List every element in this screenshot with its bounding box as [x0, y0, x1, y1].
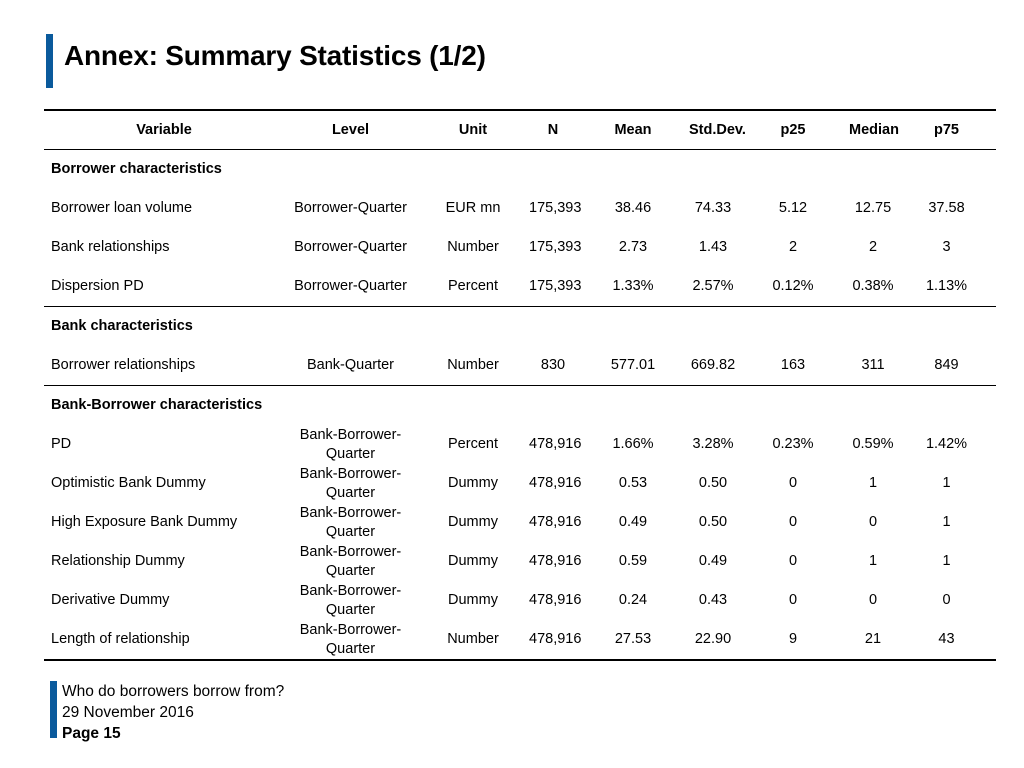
header-p75: p75: [934, 121, 959, 138]
cell-median: 1: [868, 475, 878, 491]
cell-mean: 577.01: [610, 357, 656, 373]
level-text: Bank-Borrower-Quarter: [299, 543, 402, 579]
cell-mean: 0.49: [618, 514, 648, 530]
cell-n: 478,916: [529, 631, 582, 647]
cell-p25: 0: [788, 475, 798, 491]
cell-std-dev: 0.50: [698, 514, 728, 530]
cell-level: [284, 581, 417, 620]
cell-level: [284, 620, 417, 660]
cell-p25: 0: [788, 592, 798, 608]
cell-p25: 0.23%: [772, 436, 814, 452]
table-row: [44, 503, 996, 542]
cell-n: 478,916: [529, 475, 582, 491]
level-text: Bank-Borrower-Quarter: [299, 504, 402, 540]
cell-p25: 0: [788, 514, 798, 530]
cell-n: 175,393: [529, 239, 582, 255]
cell-p25: 163: [780, 357, 806, 373]
footer: [62, 681, 284, 744]
section-heading: Bank-Borrower characteristics: [51, 397, 263, 413]
cell-unit: Dummy: [448, 514, 498, 530]
level-text: Borrower-Quarter: [294, 239, 407, 255]
table-body: [44, 150, 996, 661]
cell-p75: 3: [942, 239, 951, 255]
cell-std-dev: 669.82: [690, 357, 736, 373]
cell-std-dev: 3.28%: [692, 436, 734, 452]
footer-date: 29 November 2016: [62, 704, 194, 721]
cell-level: [284, 542, 417, 581]
level-text: Bank-Quarter: [306, 357, 395, 373]
cell-level: [284, 464, 417, 503]
cell-level: [284, 503, 417, 542]
level-text: Borrower-Quarter: [294, 200, 407, 216]
cell-unit: Dummy: [448, 553, 498, 569]
cell-variable: High Exposure Bank Dummy: [51, 514, 238, 530]
cell-unit: Number: [447, 239, 499, 255]
cell-n: 478,916: [529, 553, 582, 569]
level-text: Bank-Borrower-Quarter: [299, 426, 402, 462]
header-unit: Unit: [458, 121, 488, 138]
cell-std-dev: 1.43: [698, 239, 728, 255]
cell-std-dev: 74.33: [694, 200, 732, 216]
cell-p25: 5.12: [778, 200, 808, 216]
cell-mean: 1.66%: [612, 436, 654, 452]
cell-variable: Bank relationships: [51, 239, 170, 255]
header-median: Median: [849, 121, 899, 138]
cell-mean: 38.46: [614, 200, 652, 216]
cell-n: 175,393: [529, 200, 582, 216]
cell-mean: 2.73: [618, 239, 648, 255]
cell-mean: 0.59: [618, 553, 648, 569]
cell-level: [284, 189, 417, 228]
header-level: Level: [331, 121, 370, 138]
cell-variable: Derivative Dummy: [51, 592, 170, 608]
cell-variable: Dispersion PD: [51, 278, 144, 294]
section-row: [44, 386, 996, 426]
cell-std-dev: 2.57%: [692, 278, 734, 294]
table-row: [44, 346, 996, 386]
level-text: Bank-Borrower-Quarter: [299, 465, 402, 501]
cell-std-dev: 0.49: [698, 553, 728, 569]
cell-n: 478,916: [529, 592, 582, 608]
page-number: Page 15: [62, 725, 121, 742]
cell-median: 0.59%: [852, 436, 894, 452]
cell-median: 21: [864, 631, 882, 647]
level-text: Bank-Borrower-Quarter: [299, 621, 402, 657]
cell-n: 478,916: [529, 436, 582, 452]
header-mean: Mean: [614, 121, 652, 138]
cell-unit: Dummy: [448, 475, 498, 491]
cell-p25: 0: [788, 553, 798, 569]
cell-mean: 1.33%: [612, 278, 654, 294]
cell-n: 830: [540, 357, 566, 373]
cell-mean: 0.24: [618, 592, 648, 608]
section-heading: Borrower characteristics: [51, 161, 222, 177]
section-row: [44, 150, 996, 190]
section-row: [44, 307, 996, 347]
cell-std-dev: 0.50: [698, 475, 728, 491]
cell-p75: 1: [942, 475, 951, 491]
cell-median: 0: [868, 592, 878, 608]
cell-p75: 1: [942, 553, 951, 569]
cell-level: [284, 228, 417, 267]
table-header-row: [44, 110, 996, 150]
table-row: [44, 267, 996, 307]
cell-unit: EUR mn: [445, 200, 501, 216]
cell-unit: Number: [447, 631, 499, 647]
cell-std-dev: 0.43: [698, 592, 728, 608]
header-std-dev: Std.Dev.: [689, 121, 746, 138]
table-row: [44, 189, 996, 228]
table-row: [44, 542, 996, 581]
header-n: N: [547, 121, 559, 138]
table-row: [44, 425, 996, 464]
header-p25: p25: [780, 121, 806, 138]
cell-std-dev: 22.90: [694, 631, 732, 647]
footer-accent-bar: [50, 681, 57, 738]
level-text: Bank-Borrower-Quarter: [299, 582, 402, 618]
cell-n: 175,393: [529, 278, 582, 294]
cell-variable: Optimistic Bank Dummy: [51, 475, 206, 491]
cell-n: 478,916: [529, 514, 582, 530]
cell-p75: 0: [942, 592, 951, 608]
cell-p75: 37.58: [928, 200, 965, 216]
table-row: [44, 464, 996, 503]
table-row: [44, 228, 996, 267]
cell-p75: 1.13%: [925, 278, 968, 294]
cell-mean: 27.53: [614, 631, 652, 647]
cell-unit: Percent: [448, 278, 498, 294]
summary-statistics-table: [44, 109, 996, 661]
table-row: [44, 620, 996, 660]
cell-median: 2: [868, 239, 878, 255]
cell-p75: 1: [942, 514, 951, 530]
title-accent-bar: [46, 34, 53, 88]
cell-median: 311: [861, 357, 885, 373]
cell-level: [284, 267, 417, 307]
cell-p25: 0.12%: [772, 278, 814, 294]
cell-p75: 43: [938, 631, 955, 647]
cell-median: 1: [868, 553, 878, 569]
footer-subtitle: Who do borrowers borrow from?: [62, 683, 285, 700]
cell-unit: Number: [447, 357, 499, 373]
cell-variable: Relationship Dummy: [51, 553, 185, 569]
cell-median: 12.75: [854, 200, 892, 216]
cell-level: [284, 425, 417, 464]
cell-p75: 1.42%: [925, 436, 968, 452]
section-heading: Bank characteristics: [51, 318, 193, 334]
table-row: [44, 581, 996, 620]
page-title: Annex: Summary Statistics (1/2): [64, 40, 486, 71]
cell-unit: Percent: [448, 436, 498, 452]
cell-variable: PD: [51, 436, 72, 452]
cell-variable: Length of relationship: [51, 631, 190, 647]
cell-variable: Borrower relationships: [51, 357, 196, 373]
cell-level: [284, 346, 417, 386]
cell-p75: 849: [934, 357, 959, 373]
cell-variable: Borrower loan volume: [51, 200, 193, 216]
cell-median: 0: [868, 514, 878, 530]
cell-p25: 9: [788, 631, 798, 647]
level-text: Borrower-Quarter: [294, 278, 407, 294]
header-variable: Variable: [136, 121, 192, 138]
cell-median: 0.38%: [852, 278, 894, 294]
cell-p25: 2: [788, 239, 798, 255]
cell-unit: Dummy: [448, 592, 498, 608]
cell-mean: 0.53: [618, 475, 648, 491]
